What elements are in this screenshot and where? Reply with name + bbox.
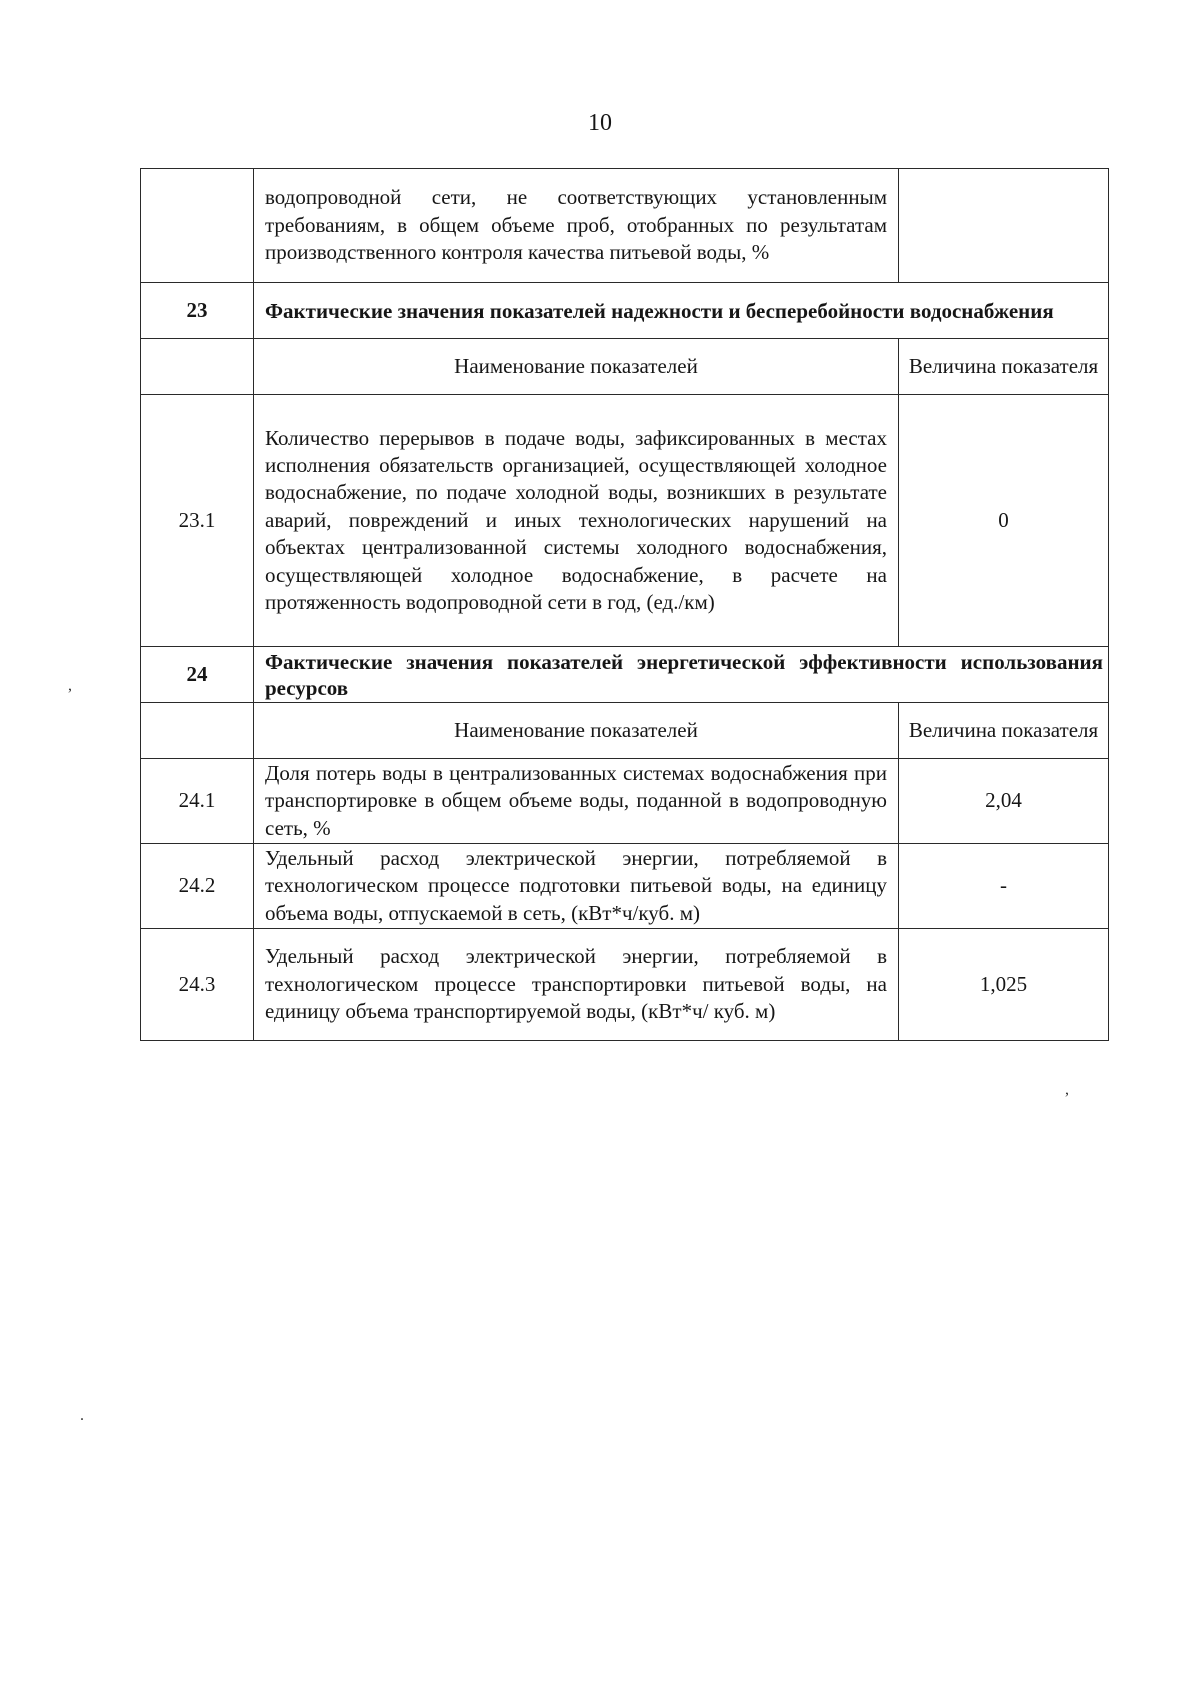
indicator-value-cell: - [899,844,1109,929]
table-row [141,844,1109,929]
indicator-value-cell: 2,04 [899,759,1109,844]
indicator-name-cell: Доля потерь воды в централизованных системах водоснабжения при транспортировке в общем объеме воды, поданной в водопроводную сеть, % [254,759,899,844]
table-row [141,169,1109,283]
empty-cell [141,339,254,395]
indicators-table [140,168,1109,1041]
row-number-cell: 24.3 [141,929,254,1041]
row-number-cell: 24.2 [141,844,254,929]
section-title: Фактические значения показателей надежности и бесперебойности водоснабжения [254,283,1109,339]
indicator-name-cell: водопроводной сети, не соответствующих установленным требованиям, в общем объеме проб, отобранных по результатам производственного контроля качества питьевой воды, % [254,169,899,283]
row-number-cell: 23.1 [141,395,254,647]
section-number: 24 [141,647,254,703]
column-header-row [141,703,1109,759]
scan-speck: , [68,677,72,694]
indicator-value-cell: 1,025 [899,929,1109,1041]
table-row [141,395,1109,647]
scan-speck: , [1065,1081,1069,1098]
page-number: 10 [588,110,612,136]
indicator-name-cell: Количество перерывов в подаче воды, зафиксированных в местах исполнения обязательств организацией, осуществляющей холодное водоснабжение, по подаче холодной воды, возникших в результате аварий, повреждений и иных технологических нарушений на объектах централизованной системы холодного водоснабжения, осуществляющей холодное водоснабжение, в расчете на протяженность водопроводной сети в год, (ед./км) [254,395,899,647]
section-header-row [141,647,1109,703]
section-title: Фактические значения показателей энергетической эффективности использования ресурсов [254,647,1109,703]
indicator-name-cell: Удельный расход электрической энергии, потребляемой в технологическом процессе транспортировки питьевой воды, на единицу объема транспортируемой воды, (кВт*ч/ куб. м) [254,929,899,1041]
header-indicator-name: Наименование показателей [254,703,899,759]
header-indicator-value: Величина показателя [899,703,1109,759]
column-header-row [141,339,1109,395]
indicator-name-cell: Удельный расход электрической энергии, потребляемой в технологическом процессе подготовки питьевой воды, на единицу объема воды, отпускаемой в сеть, (кВт*ч/куб. м) [254,844,899,929]
section-number: 23 [141,283,254,339]
indicator-value-cell: 0 [899,395,1109,647]
section-header-row [141,283,1109,339]
header-indicator-name: Наименование показателей [254,339,899,395]
empty-cell [141,703,254,759]
table-row [141,759,1109,844]
table-row [141,929,1109,1041]
indicator-value-cell [899,169,1109,283]
row-number-cell: 24.1 [141,759,254,844]
scan-speck: . [80,1407,84,1424]
row-number-cell [141,169,254,283]
header-indicator-value: Величина показателя [899,339,1109,395]
